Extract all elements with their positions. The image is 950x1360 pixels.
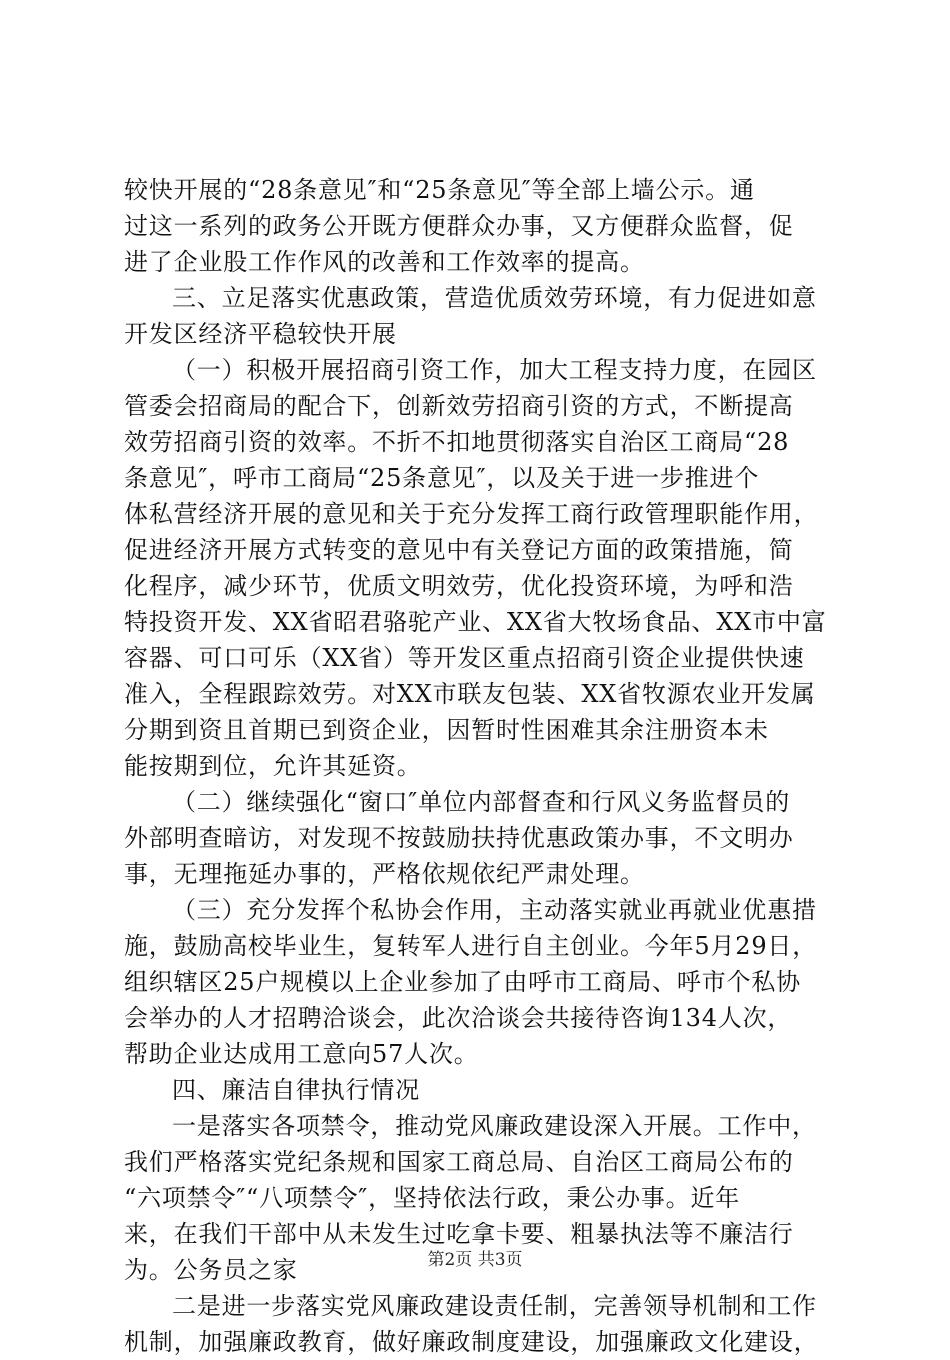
text-line: 四、廉洁自律执行情况 — [172, 1076, 420, 1104]
text-line: 开发区经济平稳较快开展 — [124, 320, 397, 348]
text-line: 为。公务员之家 — [124, 1256, 298, 1284]
text-line: 机制，加强廉政教育，做好廉政制度建设，加强廉政文化建设， — [124, 1328, 819, 1356]
text-line: 二是进一步落实党风廉政建设责任制，完善领导机制和工作 — [172, 1292, 817, 1320]
text-line: 化程序，减少环节，优质文明效劳，优化投资环境，为呼和浩 — [124, 572, 794, 600]
text-line: 特投资开发、XX省昭君骆驼产业、XX省大牧场食品、XX市中富 — [124, 608, 827, 636]
text-line: 会举办的人才招聘洽谈会，此次洽谈会共接待咨询134人次， — [124, 1004, 793, 1032]
text-line: 进了企业股工作作风的改善和工作效率的提高。 — [124, 248, 645, 276]
page-footer: 第2页 共3页 — [427, 1250, 523, 1270]
text-line: 外部明查暗访，对发现不按鼓励扶持优惠政策办事，不文明办 — [124, 824, 794, 852]
text-line: （一）积极开展招商引资工作，加大工程支持力度，在园区 — [172, 356, 817, 384]
text-line: 分期到资且首期已到资企业，因暂时性困难其余注册资本未 — [124, 716, 769, 744]
text-line: 体私营经济开展的意见和关于充分发挥工商行政管理职能作用， — [124, 500, 819, 528]
text-line: （三）充分发挥个私协会作用，主动落实就业再就业优惠措 — [172, 896, 817, 924]
text-line: 促进经济开展方式转变的意见中有关登记方面的政策措施，简 — [124, 536, 794, 564]
text-line: 来，在我们干部中从未发生过吃拿卡要、粗暴执法等不廉洁行 — [124, 1220, 794, 1248]
text-line: 三、立足落实优惠政策，营造优质效劳环境，有力促进如意 — [172, 284, 817, 312]
text-line: 效劳招商引资的效率。不折不扣地贯彻落实自治区工商局“28 — [124, 428, 790, 456]
text-line: 较快开展的“28条意见″和“25条意见″等全部上墙公示。通 — [124, 176, 755, 204]
text-line: （二）继续强化“窗口″单位内部督查和行风义务监督员的 — [172, 788, 791, 816]
text-line: 能按期到位，允许其延资。 — [124, 752, 422, 780]
text-line: 我们严格落实党纪条规和国家工商总局、自治区工商局公布的 — [124, 1148, 794, 1176]
text-line: 事，无理拖延办事的，严格依规依纪严肃处理。 — [124, 860, 645, 888]
body-text — [124, 172, 832, 1360]
text-line: 一是落实各项禁令，推动党风廉政建设深入开展。工作中， — [172, 1112, 817, 1140]
text-line: 准入，全程跟踪效劳。对XX市联友包装、XX省牧源农业开发属 — [124, 680, 816, 708]
text-line: 容器、可口可乐（XX省）等开发区重点招商引资企业提供快速 — [124, 644, 805, 672]
text-line: 帮助企业达成用工意向57人次。 — [124, 1040, 479, 1068]
text-line: 施，鼓励高校毕业生，复转军人进行自主创业。今年5月29日， — [124, 932, 818, 960]
text-line: “六项禁令″“八项禁令″，坚持依法行政，秉公办事。近年 — [124, 1184, 741, 1212]
text-line: 管委会招商局的配合下，创新效劳招商引资的方式，不断提高 — [124, 392, 794, 420]
text-line: 组织辖区25户规模以上企业参加了由呼市工商局、呼市个私协 — [124, 968, 801, 996]
text-line: 过这一系列的政务公开既方便群众办事，又方便群众监督，促 — [124, 212, 794, 240]
text-line: 条意见″，呼市工商局“25条意见″，以及关于进一步推进个 — [124, 464, 760, 492]
